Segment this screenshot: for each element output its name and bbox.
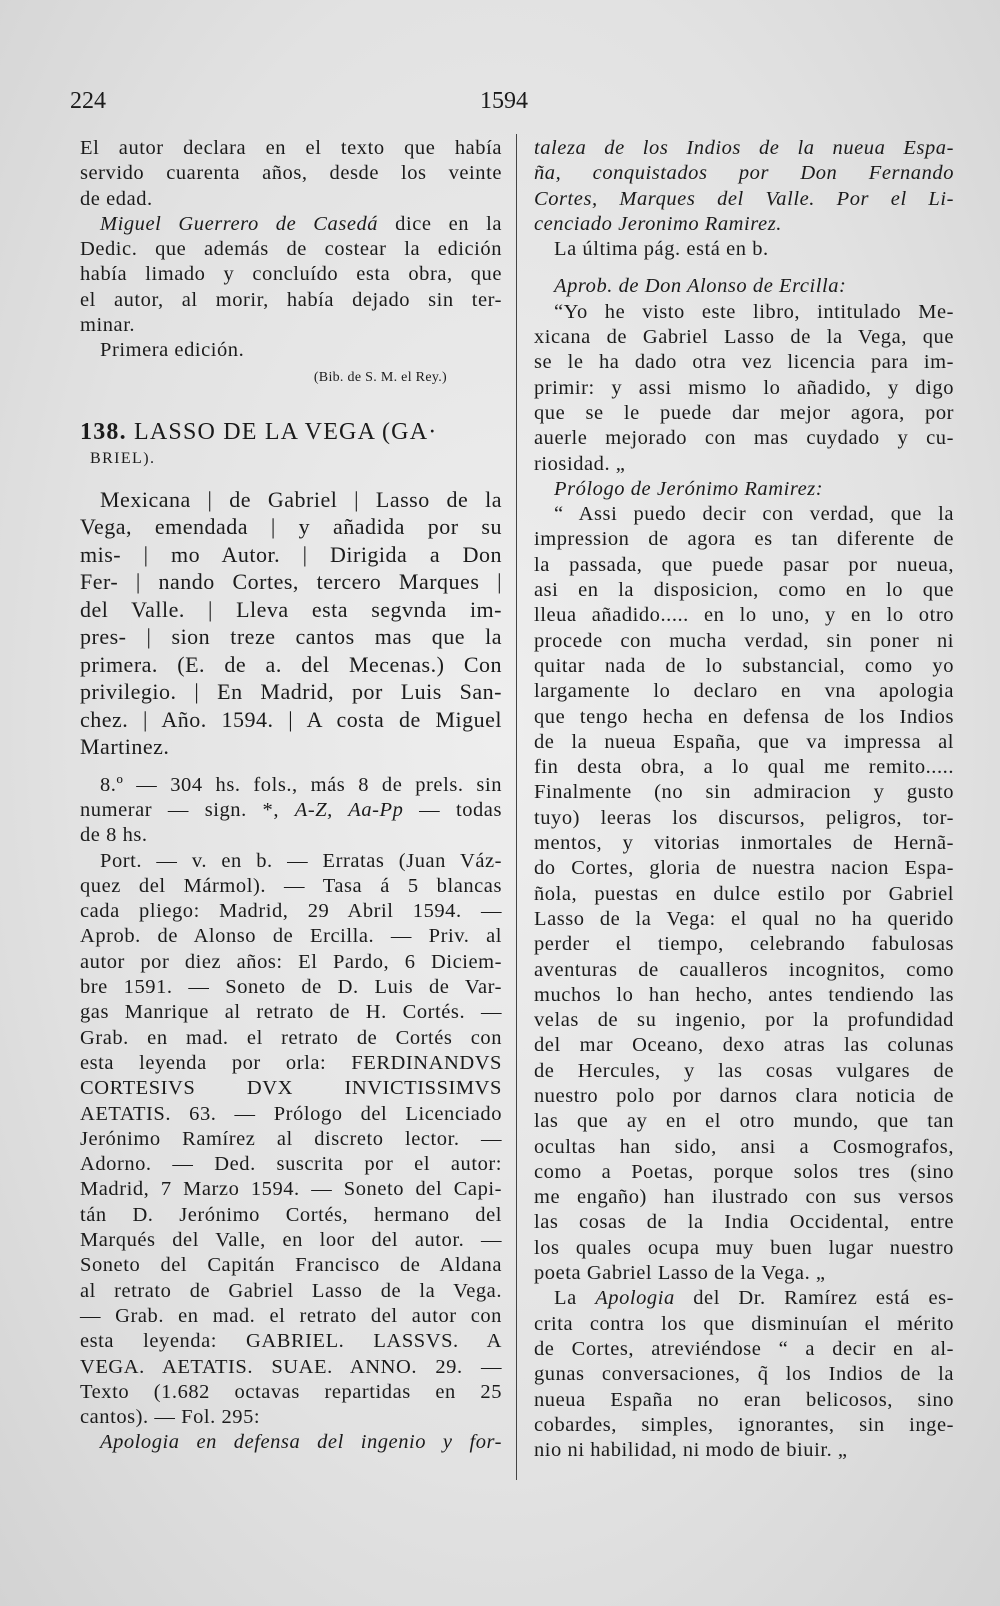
entry-author: LASSO DE LA VEGA (GA· xyxy=(126,418,438,445)
running-year: 1594 xyxy=(480,88,528,114)
text-span: La xyxy=(554,1287,596,1310)
right-column xyxy=(534,136,954,1463)
prologue-line: los quales ocupa muy buen lugar nuestro xyxy=(534,1236,954,1259)
contents-line: Madrid, 7 Marzo 1594. — Soneto del Capi- xyxy=(80,1178,502,1201)
approbation-line: “Yo he visto este libro, intitulado Me- xyxy=(554,300,954,323)
prologue-line: asi en la disposicion, como en lo que xyxy=(534,579,954,602)
text-span: — todas xyxy=(403,798,502,821)
approbation-line: se le ha dado otra vez licencia para im- xyxy=(534,351,954,374)
prologue-line: ñola, puestas en dulce estilo por Gabriel xyxy=(534,882,954,905)
last-page-note: La última pág. está en b. xyxy=(554,238,769,261)
prologue-line: ocultas han sido, ansi a Cosmografos, xyxy=(534,1135,954,1158)
title-line: chez. | Año. 1594. | A costa de Miguel xyxy=(80,706,502,732)
apologia-title-line: cenciado Jeronimo Ramirez. xyxy=(534,212,782,235)
library-note: (Bib. de S. M. el Rey.) xyxy=(313,369,447,385)
final-paragraph-line xyxy=(534,1286,954,1311)
prologue-line: muchos lo han hecho, antes tendiendo las xyxy=(534,983,954,1006)
entry-heading xyxy=(80,416,502,448)
final-paragraph-line: cobardes, simples, ignorantes, sin inge- xyxy=(534,1413,954,1436)
contents-line: Texto (1.682 octavas repartidas en 25 xyxy=(80,1380,502,1403)
final-paragraph-line: crita contra los que disminuían el mérito xyxy=(534,1312,954,1335)
text-line: servido cuarenta años, desde los veinte xyxy=(80,162,502,185)
prologue-line: las cosas de la India Occidental, entre xyxy=(534,1211,954,1234)
dedicator-name: Miguel Guerrero de Casedá xyxy=(100,212,379,235)
prologue-line: del mar Oceano, dexo atras las colunas xyxy=(534,1034,954,1057)
contents-line: Adorno. — Ded. suscrita por el autor: xyxy=(80,1153,502,1176)
prologue-line: velas de su ingenio, por la profundidad xyxy=(534,1009,954,1032)
prologue-line: procede con mucha verdad, sin poner ni xyxy=(534,629,954,652)
contents-line: Grab. en mad. el retrato de Cortés con xyxy=(80,1026,502,1049)
contents-line: Marqués del Valle, en loor del autor. — xyxy=(80,1229,502,1252)
title-line: Vega, emendada | y añadida por su xyxy=(80,514,502,540)
title-line: primera. (E. de a. del Mecenas.) Con xyxy=(80,651,502,677)
prologue-line: lleua añadido..... en lo uno, y en lo otro xyxy=(534,604,954,627)
final-paragraph-line: nio ni habilidad, ni modo de biuir. „ xyxy=(534,1439,848,1462)
text-span: dice en la xyxy=(378,212,502,235)
title-line: Martinez. xyxy=(80,734,170,760)
text-line: el autor, al morir, había dejado sin ter- xyxy=(80,288,502,311)
text-line: El autor declara en el texto que había xyxy=(80,137,502,159)
entry-number: 138. xyxy=(80,418,127,445)
first-edition-note: Primera edición. xyxy=(100,339,245,362)
final-paragraph-line: de Cortes, atreviéndose “ a decir en al- xyxy=(534,1337,954,1360)
approbation-line: primir: y assi mismo lo añadido, y digo xyxy=(534,376,954,399)
final-paragraph-line: nueua España no eran belicosos, sino xyxy=(534,1388,954,1411)
prologue-line: nuestro polo por darnos clara noticia de xyxy=(534,1084,954,1107)
entry-author-cont: BRIEL). xyxy=(90,449,156,467)
contents-line: Port. — v. en b. — Erratas (Juan Váz- xyxy=(100,849,502,872)
prologue-line: poeta Gabriel Lasso de la Vega. „ xyxy=(534,1262,826,1285)
signatures: A-Z, Aa-Pp xyxy=(294,798,404,821)
prologue-line: fin desta obra, a lo qual me remito..... xyxy=(534,756,954,779)
prologue-line: me engaño) han ilustrado con sus versos xyxy=(534,1186,954,1209)
text-line xyxy=(80,212,502,237)
contents-line: bre 1591. — Soneto de D. Luis de Var- xyxy=(80,976,502,999)
text-line: de edad. xyxy=(80,187,153,210)
title-line: privilegio. | En Madrid, por Luis San- xyxy=(80,679,502,705)
title-line: Fer- | nando Cortes, tercero Marques | xyxy=(80,569,502,595)
prologue-line: mentos, y vitorias inmortales de Hernã- xyxy=(534,832,954,855)
prologue-line: que tengo hecha en defensa de los Indios xyxy=(534,705,954,728)
contents-line: gas Manrique al retrato de H. Cortés. — xyxy=(80,1001,502,1024)
prologue-line: de Hercules, y las cosas vulgares de xyxy=(534,1059,954,1082)
prologue-line: “ Assi puedo decir con verdad, que la xyxy=(554,503,954,526)
collation-line: de 8 hs. xyxy=(80,824,148,847)
prologue-line: de la nueua España, que va impressa al xyxy=(534,730,954,753)
contents-line: Soneto del Capitán Francisco de Aldana xyxy=(80,1254,502,1277)
prologue-line: do Cortes, gloria de nuestra nacion Espa- xyxy=(534,857,954,880)
prologue-heading: Prólogo de Jerónimo Ramirez: xyxy=(554,477,824,500)
contents-line: — Grab. en mad. el retrato del autor con xyxy=(80,1304,502,1327)
text-span: numerar — sign. *, xyxy=(80,798,295,821)
final-paragraph-line: gunas conversaciones, q̃ los Indios de la xyxy=(534,1363,954,1386)
prologue-line: Lasso de la Vega: el qual no ha querido xyxy=(534,907,954,930)
prologue-line: aventuras de caualleros incognitos, como xyxy=(534,958,954,981)
prologue-line: Finalmente (no sin admiracion y gusto xyxy=(534,781,954,804)
contents-line: esta leyenda por orla: FERDINANDVS xyxy=(80,1051,502,1074)
prologue-line: las que ay en el otro mundo, que tan xyxy=(534,1110,954,1133)
prologue-line: como a Poetas, porque solos tres (sino xyxy=(534,1160,954,1183)
collation-line xyxy=(80,798,502,823)
contents-line: VEGA. AETATIS. SUAE. ANNO. 29. — xyxy=(80,1355,502,1378)
column-divider xyxy=(516,134,517,1480)
prologue-line: tuyo) leeras los discursos, peligros, tor- xyxy=(534,806,954,829)
contents-line: cantos). — Fol. 295: xyxy=(80,1406,261,1429)
left-column xyxy=(80,136,502,1456)
prologue-line: impression de agora es tan diferente de xyxy=(534,528,954,551)
prologue-line: perder el tiempo, celebrando fabulosas xyxy=(534,933,954,956)
title-line: Mexicana | de Gabriel | Lasso de la xyxy=(100,486,502,512)
prologue-line: la passada, que puede pasar por nueua, xyxy=(534,553,954,576)
text-line: minar. xyxy=(80,314,136,337)
title-line: mis- | mo Autor. | Dirigida a Don xyxy=(80,541,502,567)
approbation-line: que se le puede dar mejor agora, por xyxy=(534,401,954,424)
contents-line: Aprob. de Alonso de Ercilla. — Priv. al xyxy=(80,925,502,948)
contents-line: tán D. Jerónimo Cortés, hermano del xyxy=(80,1203,502,1226)
page-header xyxy=(70,88,930,128)
apologia-title-line: Apologia en defensa del ingenio y for- xyxy=(100,1431,502,1454)
approbation-line: xicana de Gabriel Lasso de la Vega, que xyxy=(534,326,954,349)
contents-line: cada pliego: Madrid, 29 Abril 1594. — xyxy=(80,900,502,923)
book-title-transcription xyxy=(80,486,502,761)
approbation-heading: Aprob. de Don Alonso de Ercilla: xyxy=(554,275,847,298)
approbation-line: auerle mejorado con mas cuydado y cu- xyxy=(534,427,954,450)
contents-line: AETATIS. 63. — Prólogo del Licenciado xyxy=(80,1102,502,1125)
contents-line: Jerónimo Ramírez al discreto lector. — xyxy=(80,1127,502,1150)
text-line: Dedic. que además de costear la edición xyxy=(80,238,502,261)
contents-line: CORTESIVS DVX INVICTISSIMVS xyxy=(80,1077,502,1100)
approbation-line: riosidad. „ xyxy=(534,452,626,475)
apologia-ref: Apologia xyxy=(595,1287,675,1310)
title-line: del Valle. | Lleva esta segvnda im- xyxy=(80,596,502,622)
contents-line: autor por diez años: El Pardo, 6 Diciem- xyxy=(80,950,502,973)
apologia-title-line: taleza de los Indios de la nueua Espa- xyxy=(534,137,954,159)
text-line: había limado y concluído esta obra, que xyxy=(80,263,502,286)
apologia-title-line: ña, conquistados por Don Fernando xyxy=(534,162,954,185)
collation-line: 8.º — 304 hs. fols., más 8 de prels. sin xyxy=(100,773,502,796)
apologia-title-line: Cortes, Marques del Valle. Por el Li- xyxy=(534,187,954,210)
contents-line: quez del Mármol). — Tasa á 5 blancas xyxy=(80,874,502,897)
page-number: 224 xyxy=(70,88,106,114)
prologue-line: quitar nada de lo substancial, como yo xyxy=(534,654,954,677)
title-line: pres- | sion treze cantos mas que la xyxy=(80,624,502,650)
contents-line: esta leyenda: GABRIEL. LASSVS. A xyxy=(80,1330,502,1353)
contents-line: al retrato de Gabriel Lasso de la Vega. xyxy=(80,1279,502,1302)
text-span: del Dr. Ramírez está es- xyxy=(674,1287,954,1310)
prologue-line: largamente lo declaro en vna apologia xyxy=(534,680,954,703)
